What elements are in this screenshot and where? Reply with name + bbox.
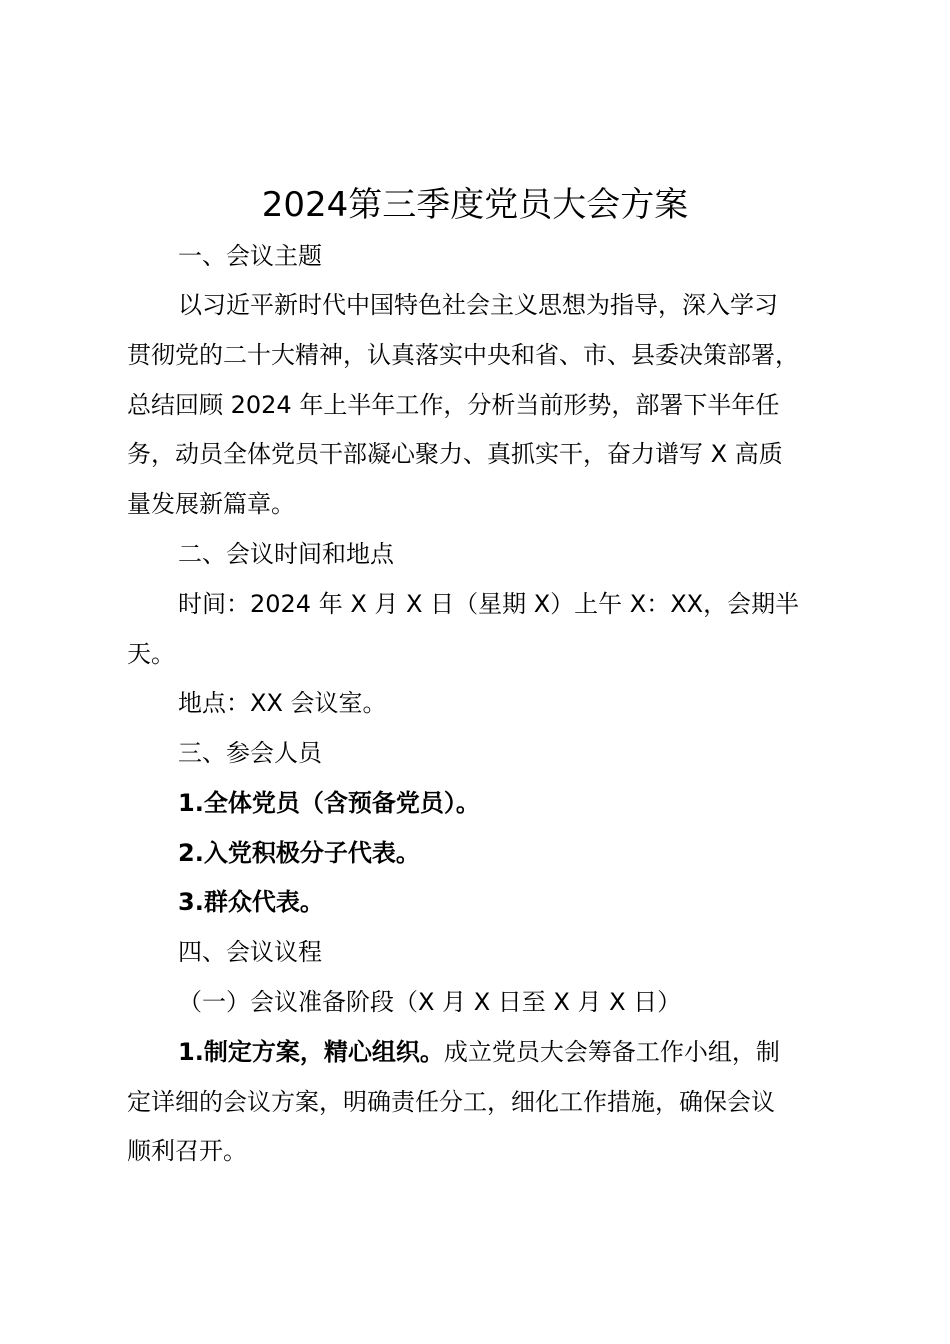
paragraph-line: 贯彻党的二十大精神，认真落实中央和省、市、县委决策部署， [127,341,799,369]
paragraph-line: 以习近平新时代中国特色社会主义思想为指导，深入学习 [178,291,778,319]
section-heading-time-place: 二、会议时间和地点 [178,540,394,568]
subsection-heading: （一）会议准备阶段（X 月 X 日至 X 月 X 日） [178,988,682,1016]
paragraph-line: 定详细的会议方案，明确责任分工，细化工作措施，确保会议 [127,1088,775,1116]
document-title: 2024第三季度党员大会方案 [261,185,689,225]
item-heading: 1.制定方案，精心组织。 [178,1038,444,1066]
paragraph-line [178,1035,780,1069]
section-heading-attendees: 三、参会人员 [178,739,322,767]
paragraph-line: 天。 [127,640,175,668]
paragraph-line: 顺利召开。 [127,1137,247,1165]
paragraph-line: 务，动员全体党员干部凝心聚力、真抓实干，奋力谱写 X 高质 [127,440,783,468]
paragraph-line: 时间：2024 年 X 月 X 日（星期 X）上午 X：XX，会期半 [178,590,800,618]
attendee-item: 1.全体党员（含预备党员）。 [178,789,480,817]
attendee-item: 2.入党积极分子代表。 [178,839,420,867]
item-text: 成立党员大会筹备工作小组，制 [443,1038,780,1066]
paragraph-line: 地点：XX 会议室。 [178,689,387,717]
paragraph-line: 总结回顾 2024 年上半年工作，分析当前形势，部署下半年任 [127,391,780,419]
attendee-item: 3.群众代表。 [178,888,324,916]
paragraph-line: 量发展新篇章。 [127,490,295,518]
section-heading-topic: 一、会议主题 [178,242,322,270]
section-heading-agenda: 四、会议议程 [178,938,322,966]
